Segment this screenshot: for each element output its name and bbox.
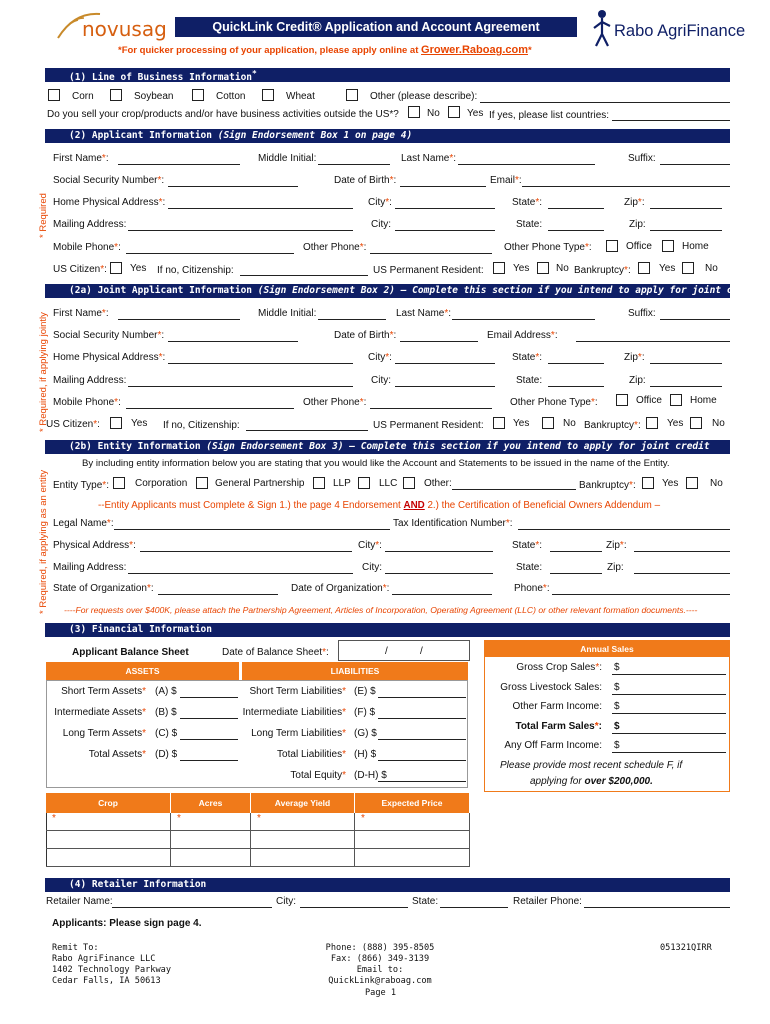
sign-instruction: Applicants: Please sign page 4. xyxy=(52,918,202,929)
joint-city-field[interactable] xyxy=(395,363,495,364)
office-checkbox[interactable] xyxy=(606,240,618,252)
retailer-phone-field[interactable] xyxy=(584,907,730,908)
retailer-city-label: City: xyxy=(276,896,296,907)
suffix-label: Suffix: xyxy=(628,153,656,164)
liabilities-header: LIABILITIES xyxy=(242,662,468,680)
joint-mailing-state-label: State: xyxy=(516,375,543,386)
section-4-header: (4) Retailer Information xyxy=(45,878,730,892)
entity-mailing-zip-label: Zip: xyxy=(607,562,624,573)
mobile-phone-field[interactable] xyxy=(126,253,294,254)
legal-name-label: Legal Name xyxy=(53,518,107,529)
joint-perm-no-label: No xyxy=(563,418,576,429)
email-label: Email xyxy=(490,175,516,186)
bankruptcy-no-label: No xyxy=(705,263,718,274)
llp-checkbox[interactable] xyxy=(313,477,325,489)
sales-row-dollar: $ xyxy=(614,720,620,732)
entity-mailing-state-field[interactable] xyxy=(550,573,602,574)
joint-mailing-zip-field[interactable] xyxy=(650,386,722,387)
entity-state-label: State xyxy=(512,540,536,551)
citizenship-label: If no, Citizenship: xyxy=(157,265,234,276)
entity-mailing-city-label: City: xyxy=(362,562,382,573)
sell-question: Do you sell your crop/products and/or have business activities outside the US*? xyxy=(47,109,399,120)
sales-row-label: Other Farm Income: xyxy=(512,701,602,712)
liability-row-code: (F) $ xyxy=(354,707,376,718)
assets-header: ASSETS xyxy=(46,662,239,680)
liability-row-label: Short Term Liabilities* xyxy=(249,686,346,697)
other-entity-checkbox[interactable] xyxy=(403,477,415,489)
remit-address: Remit To: Rabo AgriFinance LLC 1402 Technology Parkway Cedar Falls, IA 50613 xyxy=(52,943,171,986)
crop-table-cell[interactable] xyxy=(171,831,251,849)
last-name-label: Last Name xyxy=(401,153,450,164)
home-address-field[interactable] xyxy=(168,208,353,209)
citizenship-field[interactable] xyxy=(240,275,368,276)
contact-info: Phone: (888) 395-8505 Fax: (866) 349-3139 Email to: QuickLink@raboag.com xyxy=(325,943,435,986)
entity-phone-label: Phone xyxy=(514,583,543,594)
sales-row-field[interactable] xyxy=(612,733,726,734)
schedule-f-note-1: Please provide most recent schedule F, if xyxy=(500,760,683,771)
date-of-org-field[interactable] xyxy=(392,594,492,595)
online-notice: *For quicker processing of your application, please apply online at Grower.Raboag.com* xyxy=(118,44,532,56)
other-entity-label: Other: xyxy=(424,478,452,489)
entity-mailing-zip-field[interactable] xyxy=(634,573,730,574)
joint-bankruptcy-yes-checkbox[interactable] xyxy=(646,417,658,429)
entity-bankruptcy-label: Bankruptcy xyxy=(579,480,630,491)
mobile-phone-label: Mobile Phone xyxy=(53,242,115,253)
joint-last-name-label: Last Name xyxy=(396,308,445,319)
mailing-address-label: Mailing Address: xyxy=(53,219,127,230)
physical-address-label: Physical Address xyxy=(53,540,130,551)
annual-sales-header: Annual Sales xyxy=(484,640,730,657)
joint-other-phone-field[interactable] xyxy=(370,408,492,409)
date-of-org-label: Date of Organization xyxy=(291,583,383,594)
joint-other-phone-type-label: Other Phone Type xyxy=(510,397,591,408)
joint-first-name-label: First Name xyxy=(53,308,102,319)
novus-logo-text: novusag xyxy=(82,17,167,41)
joint-city-label: City xyxy=(368,352,386,363)
retailer-state-field[interactable] xyxy=(440,907,508,908)
other-phone-label: Other Phone xyxy=(303,242,360,253)
crop-table-header: Expected Price xyxy=(355,793,470,813)
state-of-org-field[interactable] xyxy=(158,594,278,595)
asset-row-code: (A) $ xyxy=(155,686,177,697)
retailer-state-label: State: xyxy=(412,896,439,907)
joint-perm-yes-label: Yes xyxy=(513,418,530,429)
sales-row-label: Gross Crop Sales*: xyxy=(516,662,602,673)
home-label: Home xyxy=(682,241,709,252)
crop-table-cell[interactable] xyxy=(355,831,470,849)
joint-mailing-address-field[interactable] xyxy=(128,386,353,387)
mailing-city-label: City: xyxy=(371,219,391,230)
sell-yes-label: Yes xyxy=(467,108,484,119)
balance-sheet-title: Applicant Balance Sheet xyxy=(72,647,189,658)
office-label: Office xyxy=(626,241,652,252)
cotton-label: Cotton xyxy=(216,91,246,102)
liability-row-code: (E) $ xyxy=(354,686,376,697)
asset-row-label: Long Term Assets* xyxy=(62,728,146,739)
page-number: Page 1 xyxy=(365,988,397,998)
suffix-field[interactable] xyxy=(660,164,730,165)
balance-date-label: Date of Balance Sheet xyxy=(222,647,323,658)
joint-us-citizen-label: US Citizen xyxy=(46,419,94,430)
perm-yes-label: Yes xyxy=(513,263,530,274)
retailer-name-field[interactable] xyxy=(112,907,272,908)
dob-field[interactable] xyxy=(400,186,486,187)
mailing-address-field[interactable] xyxy=(128,230,353,231)
corporation-label: Corporation xyxy=(135,478,188,489)
soybean-label: Soybean xyxy=(134,91,174,102)
asset-row-label: Intermediate Assets* xyxy=(54,707,146,718)
formation-docs-notice: ----For requests over $400K, please attach the Partnership Agreement, Articles of Incorporation, Operating Agreement (LLC) or other relevant formation documents.---- xyxy=(64,605,698,615)
sales-row-label: Any Off Farm Income: xyxy=(504,740,602,751)
ssn-label: Social Security Number xyxy=(53,175,158,186)
section-1-header: (1) Line of Business Information* xyxy=(45,68,730,82)
general-partnership-checkbox[interactable] xyxy=(196,477,208,489)
asset-row-label: Short Term Assets* xyxy=(61,686,146,697)
crop-table-cell[interactable] xyxy=(171,849,251,867)
required-mark: * xyxy=(52,813,56,824)
other-crop-label: Other (please describe): xyxy=(370,91,478,102)
llp-label: LLP xyxy=(333,478,351,489)
llc-checkbox[interactable] xyxy=(358,477,370,489)
sales-row-dollar: $ xyxy=(614,681,620,693)
crop-table-header: Acres xyxy=(171,793,251,813)
countries-label: If yes, please list countries: xyxy=(489,110,610,121)
joint-mailing-city-label: City: xyxy=(371,375,391,386)
joint-email-field[interactable] xyxy=(576,341,730,342)
joint-mobile-label: Mobile Phone xyxy=(53,397,115,408)
form-title xyxy=(175,17,577,37)
state-field[interactable] xyxy=(548,208,604,209)
crop-table-cell[interactable] xyxy=(355,849,470,867)
us-citizen-label: US Citizen xyxy=(53,264,101,275)
last-name-field[interactable] xyxy=(458,164,595,165)
novus-logo xyxy=(52,8,167,42)
state-label: State xyxy=(512,197,536,208)
asset-row-field[interactable] xyxy=(180,760,238,761)
section-2b-header: (2b) Entity Information (Sign Endorsement Box 3) – Complete this section if you intend to apply for joint credit xyxy=(45,440,730,454)
sales-row-dollar: $ xyxy=(614,662,620,673)
joint-mailing-state-field[interactable] xyxy=(548,386,604,387)
required-mark: * xyxy=(177,813,181,824)
required-mark: * xyxy=(361,813,365,824)
soybean-checkbox[interactable] xyxy=(110,89,122,101)
liability-row-field[interactable] xyxy=(378,739,466,740)
section-2-header: (2) Applicant Information (Sign Endorsement Box 1 on page 4) xyxy=(45,129,730,143)
date-slash-2: / xyxy=(420,646,423,657)
cotton-checkbox[interactable] xyxy=(192,89,204,101)
middle-initial-field[interactable] xyxy=(318,164,390,165)
form-title-text: QuickLink Credit® Application and Account Agreement xyxy=(212,20,540,34)
bankruptcy-no-checkbox[interactable] xyxy=(682,262,694,274)
entity-mailing-label: Mailing Address: xyxy=(53,562,127,573)
corn-checkbox[interactable] xyxy=(48,89,60,101)
asset-row-field[interactable] xyxy=(180,739,238,740)
liability-row-label: Long Term Liabilities* xyxy=(251,728,346,739)
home-address-label: Home Physical Address xyxy=(53,197,159,208)
joint-dob-field[interactable] xyxy=(400,341,478,342)
joint-ssn-field[interactable] xyxy=(168,341,298,342)
entity-sign-notice: --Entity Applicants must Complete & Sign 1.) the page 4 Endorsement AND 2.) the Certification of Beneficial Owners Addendum – xyxy=(98,500,661,511)
required-mark: * xyxy=(257,813,261,824)
mailing-zip-label: Zip: xyxy=(629,219,646,230)
liability-row-code: (G) $ xyxy=(354,728,377,739)
entity-bankruptcy-yes-checkbox[interactable] xyxy=(642,477,654,489)
entity-bankruptcy-no-checkbox[interactable] xyxy=(686,477,698,489)
joint-perm-yes-checkbox[interactable] xyxy=(493,417,505,429)
crop-table-cell[interactable] xyxy=(46,813,171,831)
physical-address-field[interactable] xyxy=(140,551,352,552)
joint-office-label: Office xyxy=(636,395,662,406)
joint-home-label: Home xyxy=(690,395,717,406)
liability-row-field[interactable] xyxy=(378,718,466,719)
wheat-checkbox[interactable] xyxy=(262,89,274,101)
joint-home-address-label: Home Physical Address xyxy=(53,352,159,363)
sales-row-field[interactable] xyxy=(612,713,726,714)
joint-email-label: Email Address xyxy=(487,330,551,341)
liability-row-field[interactable] xyxy=(378,760,466,761)
section-2b-required-label: * Required, if applying as an entity xyxy=(38,469,49,614)
other-crop-checkbox[interactable] xyxy=(346,89,358,101)
entity-phone-field[interactable] xyxy=(552,594,730,595)
other-phone-type-label: Other Phone Type xyxy=(504,242,585,253)
mailing-state-label: State: xyxy=(516,219,543,230)
city-label: City xyxy=(368,197,386,208)
joint-zip-field[interactable] xyxy=(650,363,722,364)
entity-bankruptcy-no-label: No xyxy=(710,478,723,489)
joint-state-field[interactable] xyxy=(548,363,604,364)
entity-mailing-city-field[interactable] xyxy=(385,573,493,574)
zip-label: Zip xyxy=(624,197,638,208)
entity-intro: By including entity information below you are stating that you would like the Account and Statements to be issued in the name of the Entity. xyxy=(82,458,670,469)
crop-table-cell[interactable] xyxy=(46,831,171,849)
rabo-logo-text: Rabo AgriFinance xyxy=(614,22,746,40)
bankruptcy-yes-checkbox[interactable] xyxy=(638,262,650,274)
bankruptcy-label: Bankruptcy xyxy=(574,265,625,276)
sales-row-label: Total Farm Sales*: xyxy=(515,720,602,732)
liability-row-label: Total Equity* xyxy=(290,770,346,781)
sell-yes-checkbox[interactable] xyxy=(448,106,460,118)
joint-bankruptcy-label: Bankruptcy xyxy=(584,420,635,431)
asset-row-code: (B) $ xyxy=(155,707,177,718)
section-2a-header: (2a) Joint Applicant Information (Sign Endorsement Box 2) – Complete this section if you intend to apply for joint credit xyxy=(45,284,730,298)
joint-mailing-zip-label: Zip: xyxy=(629,375,646,386)
crop-table-cell[interactable] xyxy=(171,813,251,831)
mailing-city-field[interactable] xyxy=(395,230,495,231)
mailing-state-field[interactable] xyxy=(548,230,604,231)
joint-home-checkbox[interactable] xyxy=(670,394,682,406)
citizen-yes-label: Yes xyxy=(130,263,147,274)
asset-row-field[interactable] xyxy=(180,718,238,719)
first-name-field[interactable] xyxy=(118,164,240,165)
joint-citizen-yes-label: Yes xyxy=(131,418,148,429)
perm-yes-checkbox[interactable] xyxy=(493,262,505,274)
general-partnership-label: General Partnership xyxy=(215,478,305,489)
grower-link[interactable]: Grower.Raboag.com xyxy=(421,44,528,56)
joint-bankruptcy-no-label: No xyxy=(712,418,725,429)
entity-city-field[interactable] xyxy=(385,551,493,552)
joint-citizen-yes-checkbox[interactable] xyxy=(110,417,122,429)
joint-perm-no-checkbox[interactable] xyxy=(542,417,554,429)
tax-id-field[interactable] xyxy=(518,529,730,530)
joint-mobile-field[interactable] xyxy=(126,408,294,409)
asset-row-field[interactable] xyxy=(180,697,238,698)
dob-label: Date of Birth xyxy=(334,175,390,186)
entity-mailing-field[interactable] xyxy=(128,573,353,574)
zip-field[interactable] xyxy=(650,208,722,209)
joint-mailing-city-field[interactable] xyxy=(395,386,495,387)
asset-row-label: Total Assets* xyxy=(88,749,146,760)
citizen-yes-checkbox[interactable] xyxy=(110,262,122,274)
crop-table-cell[interactable] xyxy=(251,831,355,849)
legal-name-field[interactable] xyxy=(114,529,390,530)
joint-mailing-address-label: Mailing Address: xyxy=(53,375,127,386)
liability-row-label: Total Liabilities* xyxy=(277,749,346,760)
liability-row-field[interactable] xyxy=(378,697,466,698)
form-code: 051321QIRR xyxy=(660,943,712,953)
perm-resident-label: US Permanent Resident: xyxy=(373,265,484,276)
liability-row-code: (D-H) $ xyxy=(354,770,387,781)
section-2a-required-label: * Required, if applying jointly xyxy=(38,312,49,432)
entity-state-field[interactable] xyxy=(550,551,602,552)
entity-mailing-state-label: State: xyxy=(516,562,543,573)
entity-zip-label: Zip xyxy=(606,540,620,551)
schedule-f-note-2: applying for over $200,000. xyxy=(530,776,653,787)
ssn-field[interactable] xyxy=(168,186,298,187)
crop-table-cell[interactable] xyxy=(251,813,355,831)
retailer-name-label: Retailer Name: xyxy=(46,896,113,907)
llc-label: LLC xyxy=(379,478,398,489)
crop-table-header: Average Yield xyxy=(251,793,355,813)
city-field[interactable] xyxy=(395,208,495,209)
corporation-checkbox[interactable] xyxy=(113,477,125,489)
perm-no-label: No xyxy=(556,263,569,274)
email-field[interactable] xyxy=(522,186,730,187)
joint-citizenship-label: If no, Citizenship: xyxy=(163,420,240,431)
retailer-city-field[interactable] xyxy=(300,907,408,908)
sales-row-field[interactable] xyxy=(612,752,726,753)
sales-row-field[interactable] xyxy=(612,694,726,695)
entity-city-label: City xyxy=(358,540,376,551)
corn-label: Corn xyxy=(72,91,94,102)
joint-middle-initial-field[interactable] xyxy=(318,319,386,320)
joint-perm-resident-label: US Permanent Resident: xyxy=(373,420,484,431)
joint-dob-label: Date of Birth xyxy=(334,330,390,341)
rabo-logo xyxy=(588,8,748,48)
joint-suffix-field[interactable] xyxy=(660,319,730,320)
balance-date-field[interactable] xyxy=(338,640,470,661)
other-entity-field[interactable] xyxy=(452,489,576,490)
countries-field[interactable] xyxy=(612,120,730,121)
section-2-required-label: * Required xyxy=(38,193,49,238)
sales-row-field[interactable] xyxy=(612,674,726,675)
joint-home-address-field[interactable] xyxy=(168,363,353,364)
section-3-header: (3) Financial Information xyxy=(45,623,730,637)
crop-table-cell[interactable] xyxy=(46,849,171,867)
joint-ssn-label: Social Security Number xyxy=(53,330,158,341)
asset-row-code: (C) $ xyxy=(155,728,178,739)
joint-other-phone-label: Other Phone xyxy=(303,397,360,408)
joint-bankruptcy-yes-label: Yes xyxy=(667,418,684,429)
home-checkbox[interactable] xyxy=(662,240,674,252)
entity-bankruptcy-yes-label: Yes xyxy=(662,478,679,489)
crop-table-cell[interactable] xyxy=(251,849,355,867)
joint-bankruptcy-no-checkbox[interactable] xyxy=(690,417,702,429)
joint-first-name-field[interactable] xyxy=(118,319,240,320)
state-of-org-label: State of Organization xyxy=(53,583,147,594)
joint-middle-initial-label: Middle Initial: xyxy=(258,308,317,319)
entity-zip-field[interactable] xyxy=(634,551,730,552)
sales-row-dollar: $ xyxy=(614,740,620,751)
sales-row-label: Gross Livestock Sales: xyxy=(500,681,602,693)
joint-suffix-label: Suffix: xyxy=(628,308,656,319)
joint-zip-label: Zip xyxy=(624,352,638,363)
other-phone-field[interactable] xyxy=(370,253,492,254)
mailing-zip-field[interactable] xyxy=(650,230,722,231)
liability-row-label: Intermediate Liabilities* xyxy=(242,707,346,718)
retailer-phone-label: Retailer Phone: xyxy=(513,896,582,907)
crop-table-header: Crop xyxy=(46,793,171,813)
joint-citizenship-field[interactable] xyxy=(246,430,368,431)
bankruptcy-yes-label: Yes xyxy=(659,263,676,274)
wheat-label: Wheat xyxy=(286,91,315,102)
entity-type-label: Entity Type xyxy=(53,480,103,491)
date-slash-1: / xyxy=(385,646,388,657)
joint-office-checkbox[interactable] xyxy=(616,394,628,406)
other-crop-field[interactable] xyxy=(480,102,730,103)
first-name-label: First Name xyxy=(53,153,102,164)
sell-no-checkbox[interactable] xyxy=(408,106,420,118)
middle-initial-label: Middle Initial: xyxy=(258,153,317,164)
joint-last-name-field[interactable] xyxy=(452,319,595,320)
joint-state-label: State xyxy=(512,352,536,363)
tax-id-label: Tax Identification Number xyxy=(393,518,506,529)
asset-row-code: (D) $ xyxy=(155,749,178,760)
liability-row-field[interactable] xyxy=(378,781,466,782)
sell-no-label: No xyxy=(427,108,440,119)
sales-row-dollar: $ xyxy=(614,701,620,712)
crop-table-cell[interactable] xyxy=(355,813,470,831)
liability-row-code: (H) $ xyxy=(354,749,377,760)
perm-no-checkbox[interactable] xyxy=(537,262,549,274)
